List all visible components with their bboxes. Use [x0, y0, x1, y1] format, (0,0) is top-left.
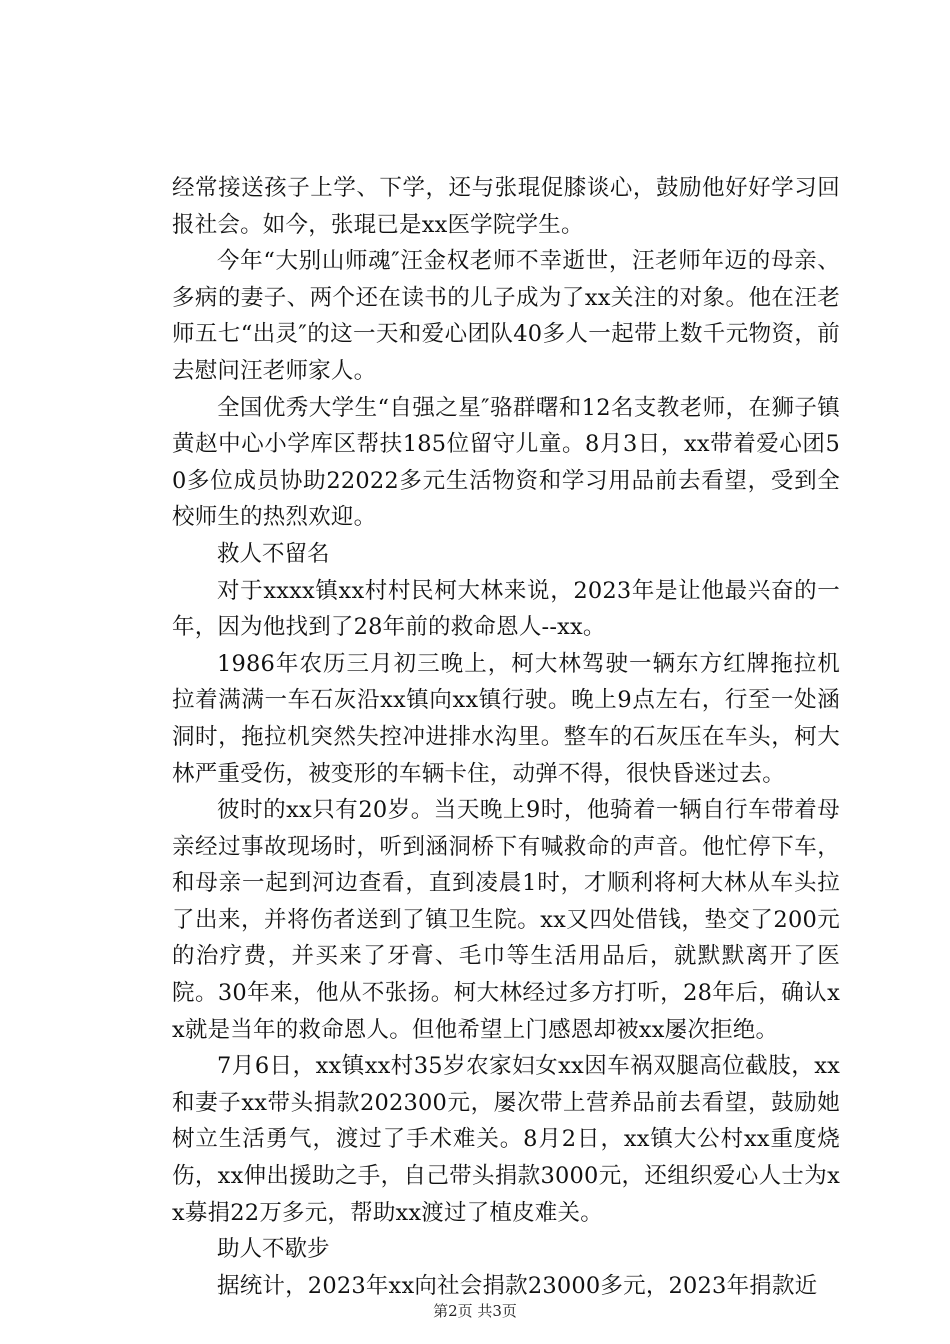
paragraph-6: 彼时的xx只有20岁。当天晚上9时，他骑着一辆自行车带着母亲经过事故现场时，听到涵洞桥下有喊救命的声音。他忙停下车，和母亲一起到河边查看，直到凌晨1时，才顺利将柯大林从车头拉了出来，并将伤者送到了镇卫生院。xx又四处借钱，垫交了200元的治疗费，并买来了牙膏、毛巾等生活用品后，就默默离开了医院。30年来，他从不张扬。柯大林经过多方打听，28年后，确认xx就是当年的救命恩人。但他希望上门感恩却被xx屡次拒绝。 — [172, 797, 840, 1043]
paragraph-1: 经常接送孩子上学、下学，还与张琨促膝谈心，鼓励他好好学习回报社会。如今，张琨已是xx医学院学生。 — [172, 175, 840, 238]
paragraph-8: 据统计，2023年xx向社会捐款23000多元，2023年捐款近 — [217, 1272, 818, 1299]
document-body — [172, 170, 840, 1304]
section-heading-2: 助人不歇步 — [217, 1236, 330, 1263]
paragraph-5: 1986年农历三月初三晚上，柯大林驾驶一辆东方红牌拖拉机拉着满满一车石灰沿xx镇向xx镇行驶。晚上9点左右，行至一处涵洞时，拖拉机突然失控冲进排水沟里。整车的石灰压在车头，柯大林严重受伤，被变形的车辆卡住，动弹不得，很快昏迷过去。 — [172, 650, 840, 787]
paragraph-7: 7月6日，xx镇xx村35岁农家妇女xx因车祸双腿高位截肢，xx和妻子xx带头捐款202300元，屡次带上营养品前去看望，鼓励她树立生活勇气，渡过了手术难关。8月2日，xx镇大公村xx重度烧伤，xx伸出援助之手，自己带头捐款3000元，还组织爱心人士为xx募捐22万多元，帮助xx渡过了植皮难关。 — [172, 1053, 840, 1226]
page-number-footer: 第2页 共3页 — [433, 1302, 517, 1320]
paragraph-4: 对于xxxx镇xx村村民柯大林来说，2023年是让他最兴奋的一年，因为他找到了28年前的救命恩人--xx。 — [172, 577, 840, 641]
paragraph-2: 今年“大别山师魂″汪金权老师不幸逝世，汪老师年迈的母亲、多病的妻子、两个还在读书的儿子成为了xx关注的对象。他在汪老师五七“出灵″的这一天和爱心团队40多人一起带上数千元物资，前去慰问汪老师家人。 — [172, 248, 840, 384]
paragraph-3: 全国优秀大学生“自强之星″骆群曙和12名支教老师，在狮子镇黄赵中心小学库区帮扶185位留守儿童。8月3日，xx带着爱心团50多位成员协助22022多元生活物资和学习用品前去看望，受到全校师生的热烈欢迎。 — [172, 394, 840, 531]
section-heading-1: 救人不留名 — [217, 540, 330, 567]
